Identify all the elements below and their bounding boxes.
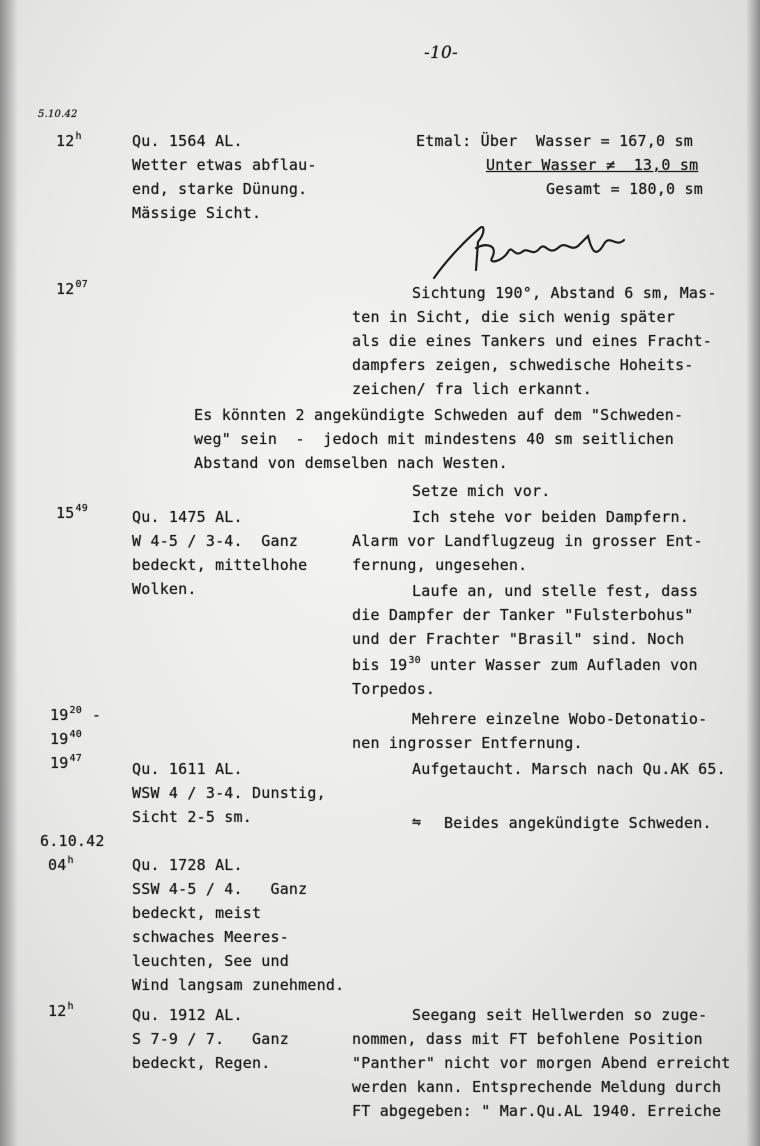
position-line: Qu. 1611 AL. bbox=[132, 760, 243, 778]
scan-shadow-left bbox=[0, 0, 18, 1146]
weather-line: end, starke Dünung. bbox=[132, 180, 308, 198]
time-label: $19^{47}$ bbox=[50, 753, 82, 772]
time-label: 12$^h$ bbox=[56, 131, 82, 150]
weather-line: S 7-9 / 7. Ganz bbox=[132, 1030, 289, 1048]
weather-line: bedeckt, mittelhohe bbox=[132, 556, 308, 574]
weather-line: Mässige Sicht. bbox=[132, 204, 262, 222]
log-text-line: fernung, ungesehen. bbox=[352, 556, 528, 574]
log-text-line: FT abgegeben: " Mar.Qu.AL 1940. Erreiche bbox=[352, 1102, 722, 1120]
weather-line: bedeckt, Regen. bbox=[132, 1054, 271, 1072]
etmal-line: Unter Wasser ≠ 13,0 sm bbox=[486, 156, 699, 174]
log-text-line: Torpedos. bbox=[352, 680, 436, 698]
position-line: Qu. 1564 AL. bbox=[132, 132, 243, 150]
weather-line: W 4-5 / 3-4. Ganz bbox=[132, 532, 299, 550]
log-text-line: Setze mich vor. bbox=[412, 482, 551, 500]
etmal-total-line: Gesamt = 180,0 sm bbox=[546, 180, 703, 198]
log-text-line: bis $19^{30}$ unter Wasser zum Aufladen von bbox=[352, 655, 698, 674]
weather-line: Wetter etwas abflau- bbox=[132, 156, 317, 174]
weather-line: schwaches Meeres- bbox=[132, 928, 289, 946]
log-text-line: Laufe an, und stelle fest, dass bbox=[412, 582, 699, 600]
weather-line: bedeckt, meist bbox=[132, 904, 262, 922]
log-text-line: Ich stehe vor beiden Dampfern. bbox=[412, 508, 689, 526]
weather-line: WSW 4 / 3-4. Dunstig, bbox=[132, 784, 326, 802]
weather-line: SSW 4-5 / 4. Ganz bbox=[132, 880, 308, 898]
date-handwritten: 5.10.42 bbox=[38, 109, 78, 120]
weather-line: Sicht 2-5 sm. bbox=[132, 808, 252, 826]
position-line: Qu. 1912 AL. bbox=[132, 1006, 243, 1024]
log-text-line: die Dampfer der Tanker "Fulsterbohus" bbox=[352, 606, 694, 624]
time-label: $19^{20}$ - bbox=[50, 705, 102, 724]
log-text-line: ten in Sicht, die sich wenig später bbox=[352, 308, 676, 326]
log-text-line: Abstand von demselben nach Westen. bbox=[194, 454, 508, 472]
weather-line: Wind langsam zunehmend. bbox=[132, 976, 345, 994]
weather-line: leuchten, See und bbox=[132, 952, 289, 970]
log-text-line: Mehrere einzelne Wobo-Detonatio- bbox=[412, 710, 708, 728]
time-label: $12^{07}$ bbox=[56, 279, 88, 298]
log-text-line: Seegang seit Hellwerden so zuge- bbox=[412, 1006, 708, 1024]
time-label: $19^{40}$ bbox=[50, 729, 82, 748]
log-text-line: nommen, dass mit FT befohlene Position bbox=[352, 1030, 703, 1048]
etmal-line: Etmal: Über Wasser = 167,0 sm bbox=[416, 132, 693, 150]
log-text-line: nen ingrosser Entfernung. bbox=[352, 734, 583, 752]
log-text-line: Aufgetaucht. Marsch nach Qu.AK 65. bbox=[412, 760, 726, 778]
page-number: -10- bbox=[424, 43, 458, 63]
handwritten-signature bbox=[428, 218, 638, 288]
log-text-line: Es könnten 2 angekündigte Schweden auf dem "Schweden- bbox=[194, 406, 684, 424]
symbol-mark: ⇋ bbox=[412, 812, 422, 830]
log-text-line: Sichtung 190°, Abstand 6 sm, Mas- bbox=[412, 284, 717, 302]
log-text-line: "Panther" nicht vor morgen Abend erreicht bbox=[352, 1054, 731, 1072]
log-text-line: und der Frachter "Brasil" sind. Noch bbox=[352, 630, 685, 648]
log-text-line: weg" sein - jedoch mit mindestens 40 sm seitlichen bbox=[194, 430, 674, 448]
log-text-line: als die eines Tankers und eines Fracht- bbox=[352, 332, 712, 350]
log-text-line: zeichen/ fra lich erkannt. bbox=[352, 380, 592, 398]
time-label: 04$^h$ bbox=[48, 855, 74, 874]
position-line: Qu. 1728 AL. bbox=[132, 856, 243, 874]
scan-shadow-right bbox=[746, 0, 760, 1146]
time-label: 12$^h$ bbox=[48, 1001, 74, 1020]
log-text-line: dampfers zeigen, schwedische Hoheits- bbox=[352, 356, 694, 374]
time-label: $15^{49}$ bbox=[56, 503, 88, 522]
log-text-line: werden kann. Entsprechende Meldung durch bbox=[352, 1078, 722, 1096]
date-label: 6.10.42 bbox=[40, 832, 105, 850]
weather-line: Wolken. bbox=[132, 580, 197, 598]
log-text-line: Beides angekündigte Schweden. bbox=[444, 814, 712, 832]
position-line: Qu. 1475 AL. bbox=[132, 508, 243, 526]
log-text-line: Alarm vor Landflugzeug in grosser Ent- bbox=[352, 532, 703, 550]
